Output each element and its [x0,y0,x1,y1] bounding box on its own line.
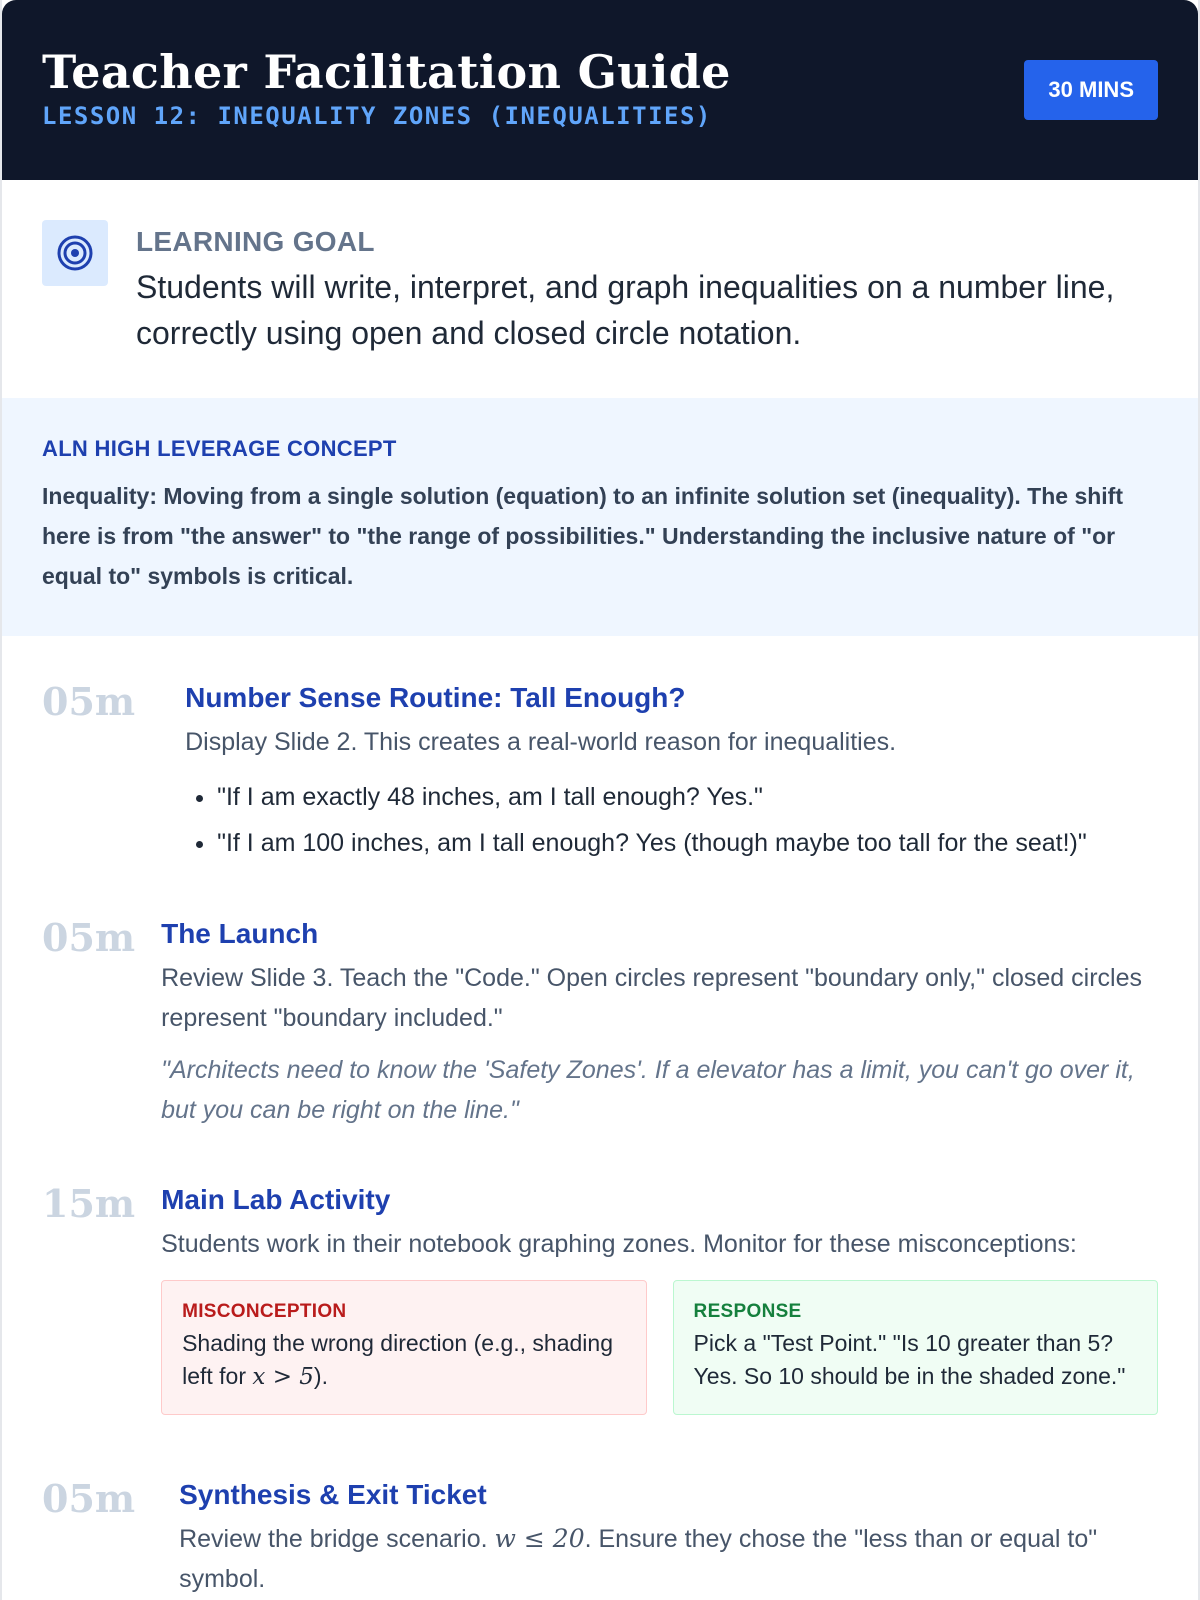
step-synthesis [42,1477,1158,1599]
step-main-lab [42,1182,1158,1415]
list-item: • "If I am exactly 48 inches, am I tall enough? Yes." [217,774,1087,820]
guide-header [2,0,1198,180]
step-time: 05m [42,915,136,960]
duration-badge: 30 MINS [1024,60,1158,120]
math-expression: w ≤ 20 [494,1524,585,1553]
step-title: Main Lab Activity [161,1184,391,1215]
step-quote: "Architects need to know the 'Safety Zones'. If a elevator has a limit, you can't go over it, but you can be right on the line." [161,1056,1135,1124]
step-time: 05m [42,1476,136,1521]
lesson-subtitle: LESSON 12: INEQUALITY ZONES (INEQUALITIES) [42,102,712,130]
learning-goal-section [2,180,1198,398]
step-bullet-list [185,774,1087,866]
step-description: Students work in their notebook graphing zones. Monitor for these misconceptions: [161,1230,1077,1258]
misconception-text-end: ). [313,1363,328,1389]
step-body [185,680,1087,866]
misconception-cards [161,1280,1158,1415]
concept-label: ALN HIGH LEVERAGE CONCEPT [42,436,397,461]
response-card [673,1280,1158,1415]
step-title: The Launch [161,918,319,949]
lesson-steps [2,636,1198,1599]
misconception-label: MISCONCEPTION [182,1301,347,1322]
page-title: Teacher Facilitation Guide [42,45,731,99]
step-body [161,1182,1158,1415]
learning-goal-text: Students will write, interpret, and graph inequalities on a number line, correctly using open and closed circle notation. [136,269,1115,351]
step-description [179,1519,1158,1599]
step-description: Review Slide 3. Teach the "Code." Open circles represent "boundary only," closed circles represent "boundary included." [161,964,1142,1032]
high-leverage-concept [2,398,1198,636]
step-time: 15m [42,1181,136,1226]
step-body [179,1477,1158,1599]
misconception-text-part: Shading the wrong direction (e.g., shading left for [182,1330,613,1389]
concept-text: Inequality: Moving from a single solution (equation) to an infinite solution set (inequality). The shift here is from "the answer" to "the range of possibilities." Understanding the inclusive nature of "or equal to" symbols is critical. [42,483,1123,589]
step-body [161,916,1158,1130]
synthesis-text-end: . Ensure they chose the "less than or equal to" symbol. [179,1525,1098,1593]
list-item: • "If I am 100 inches, am I tall enough? Yes (though maybe too tall for the seat!)" [217,820,1087,866]
learning-goal-label: LEARNING GOAL [136,226,375,257]
step-title: Number Sense Routine: Tall Enough? [185,682,686,713]
response-text: Pick a "Test Point." "Is 10 greater than 5? Yes. So 10 should be in the shaded zone." [693,1330,1126,1389]
step-title: Synthesis & Exit Ticket [179,1479,487,1510]
response-label: RESPONSE [693,1301,802,1322]
step-description: Display Slide 2. This creates a real-world reason for inequalities. [185,728,897,756]
math-expression: x > 5 [252,1364,314,1390]
step-time: 05m [42,679,136,724]
step-launch [42,916,1158,1130]
synthesis-text-part: Review the bridge scenario. [179,1525,495,1553]
misconception-text [182,1327,625,1394]
learning-goal-body [136,220,1158,356]
target-icon [42,220,108,286]
misconception-card [161,1280,646,1415]
step-number-sense [42,680,1158,866]
